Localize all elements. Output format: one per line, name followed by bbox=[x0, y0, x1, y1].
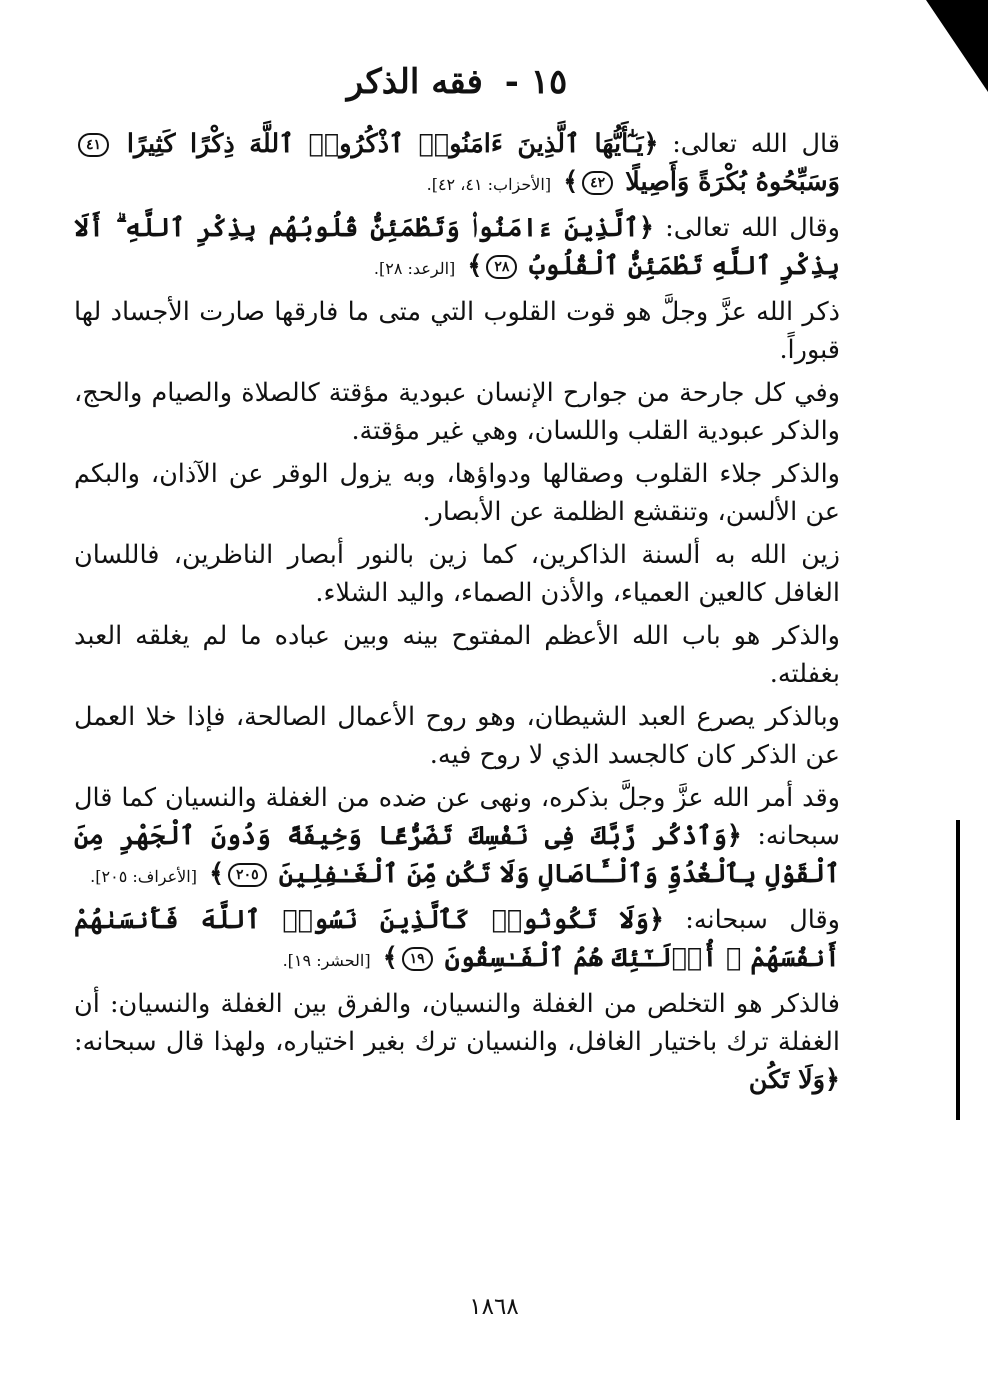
corner-crop-mark bbox=[926, 0, 988, 92]
verse-close-bracket: ﴾ bbox=[467, 250, 483, 281]
page-content bbox=[74, 62, 840, 1104]
paragraph-text: وفي كل جارحة من جوارح الإنسان عبودية مؤقتة كالصلاة والصيام والحج، والذكر عبودية القلب واللسان، وهي غير مؤقتة. bbox=[74, 377, 840, 446]
quran-verse-continued: وَسَبِّحُوهُ بُكْرَةً وَأَصِيلًا bbox=[625, 166, 840, 197]
verse-reference: [الأحزاب: ٤١، ٤٢]. bbox=[426, 174, 552, 194]
paragraph-text: والذكر هو باب الله الأعظم المفتوح بينه وبين عباده ما لم يغلقه العبد بغفلته. bbox=[74, 620, 840, 689]
chapter-title: فقه الذكر bbox=[346, 62, 483, 102]
verse-close-bracket: ﴾ bbox=[382, 942, 398, 973]
paragraph-text-final bbox=[74, 985, 840, 1099]
verse-reference: [الرعد: ٢٨]. bbox=[373, 258, 456, 278]
paragraph-verse-4 bbox=[74, 901, 840, 980]
verse-intro: وقال سبحانه: bbox=[685, 904, 841, 935]
ayah-number-marker: ٤١ bbox=[78, 133, 109, 157]
paragraph-verse-2 bbox=[74, 209, 840, 288]
paragraph-text: وبالذكر يصرع العبد الشيطان، وهو روح الأعمال الصالحة، فإذا خلا العمل عن الذكر كان كالجسد الذي لا روح فيه. bbox=[74, 701, 840, 770]
ayah-number-marker: ٤٢ bbox=[582, 171, 613, 195]
page-number: ١٨٦٨ bbox=[469, 1294, 519, 1320]
ayah-number-marker: ٢٠٥ bbox=[228, 863, 267, 887]
paragraph-verse-3 bbox=[74, 779, 840, 896]
verse-close-bracket: ﴾ bbox=[209, 858, 225, 889]
quran-verse-partial: ﴿وَلَا تَكُن bbox=[748, 1064, 840, 1095]
margin-line bbox=[956, 820, 960, 1120]
verse-intro: قال الله تعالى: bbox=[672, 128, 840, 159]
paragraph-verse-1 bbox=[74, 125, 840, 204]
verse-intro: وقد أمر الله عزَّ وجلَّ بذكره، ونهى عن ضده من الغفلة والنسيان كما قال سبحانه: bbox=[74, 782, 840, 851]
quran-verse: ﴿ٱلَّذِينَ ءَامَنُوا۟ وَتَطْمَئِنُّ قُلُوبُهُم بِذِكْرِ ٱللَّهِ ۗ أَلَا بِذِكْرِ ٱللَّهِ تَطْمَئِنُّ ٱلْقُلُوبُ bbox=[74, 212, 840, 281]
quran-verse: ﴿يَـٰٓأَيُّهَا ٱلَّذِينَ ءَامَنُوا۟ ٱذْكُرُوا۟ ٱللَّهَ ذِكْرًا كَثِيرًا bbox=[126, 128, 659, 159]
verse-reference: [الحشر: ١٩]. bbox=[282, 950, 371, 970]
paragraph-body: فالذكر هو التخلص من الغفلة والنسيان، والفرق بين الغفلة والنسيان: أن الغفلة ترك باختيار الغافل، والنسيان ترك بغير اختياره، ولهذا قال سبحانه: bbox=[74, 988, 840, 1057]
quran-verse: ﴿وَلَا تَكُونُوا۟ كَٱلَّذِينَ نَسُوا۟ ٱللَّهَ فَأَنسَىٰهُمْ أَنفُسَهُمْ ۚ أُو۟لَـٰٓئِكَ هُمُ ٱلْفَـٰسِقُونَ bbox=[74, 904, 840, 973]
paragraph-text: والذكر جلاء القلوب وصقالها ودواؤها، وبه يزول الوقر عن الآذان، والبكم عن الألسن، وتنقشع الظلمة عن الأبصار. bbox=[74, 458, 840, 527]
verse-reference: [الأعراف: ٢٠٥]. bbox=[90, 866, 197, 886]
paragraph-text: زين الله به ألسنة الذاكرين، كما زين بالنور أبصار الناظرين، فاللسان الغافل كالعين العمياء، والأذن الصماء، واليد الشلاء. bbox=[74, 539, 840, 608]
ayah-number-marker: ٢٨ bbox=[486, 255, 517, 279]
verse-intro: وقال الله تعالى: bbox=[665, 212, 841, 243]
quran-verse: ﴿وَٱذْكُر رَّبَّكَ فِى نَفْسِكَ تَضَرُّعًا وَخِيفَةً وَدُونَ ٱلْجَهْرِ مِنَ ٱلْقَوْلِ بِٱلْغُدُوِّ وَٱلْـَٔاصَالِ وَلَا تَكُن مِّنَ ٱلْغَـٰفِلِينَ bbox=[74, 820, 840, 889]
ayah-number-marker: ١٩ bbox=[402, 947, 433, 971]
verse-close-bracket: ﴾ bbox=[563, 166, 579, 197]
chapter-number: ١٥ - bbox=[504, 62, 568, 102]
paragraph-text: ذكر الله عزَّ وجلَّ هو قوت القلوب التي متى ما فارقها صارت الأجساد لها قبوراً. bbox=[74, 296, 840, 365]
chapter-heading bbox=[74, 62, 840, 103]
